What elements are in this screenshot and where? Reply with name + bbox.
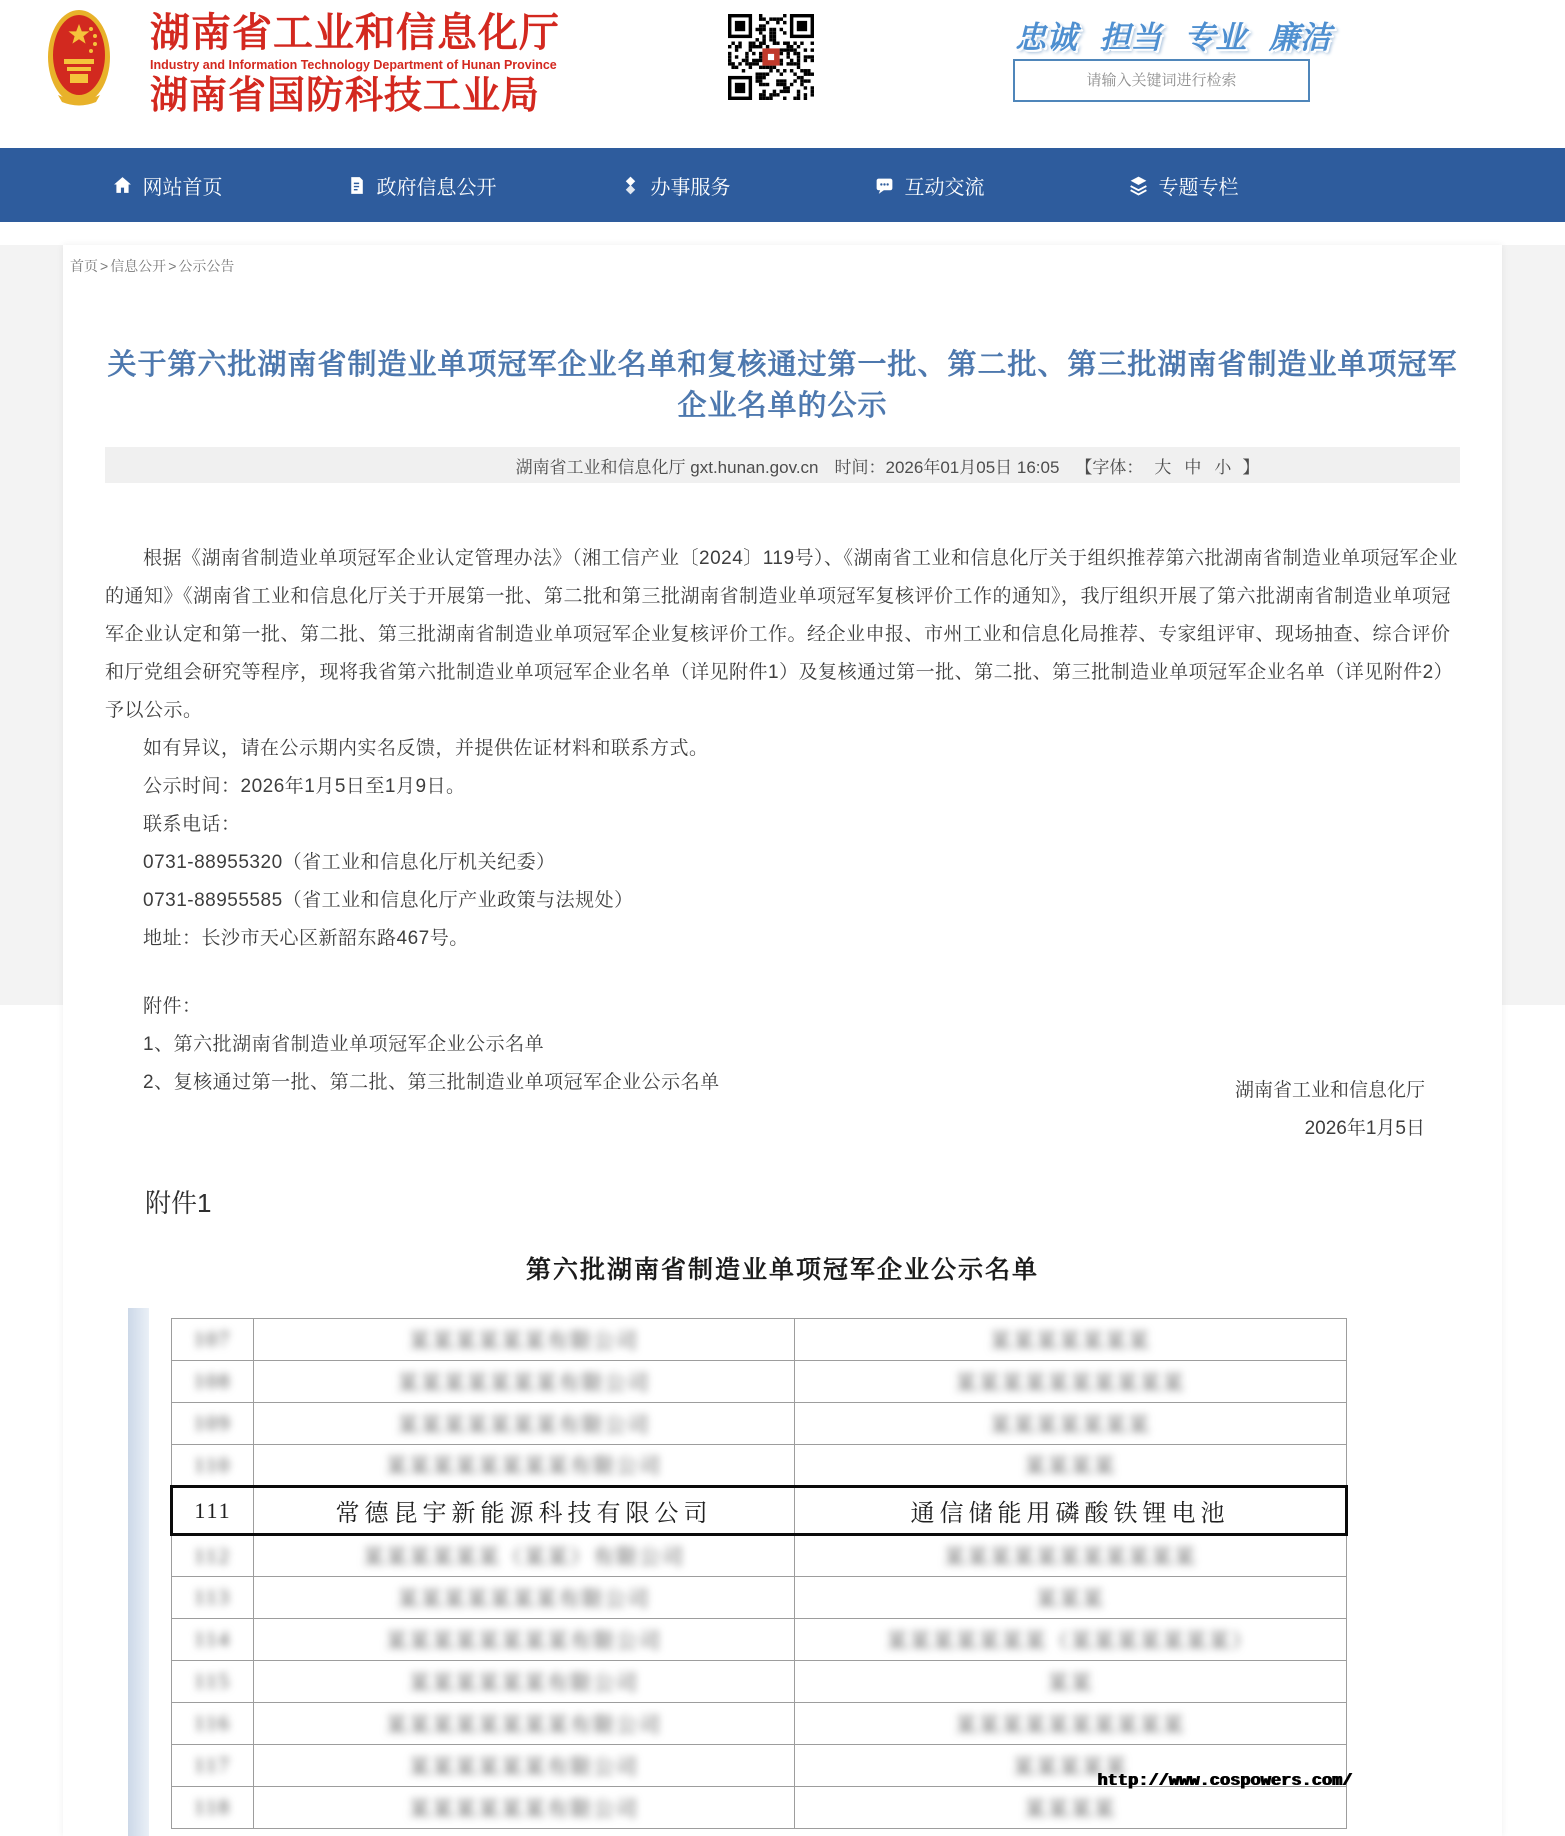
row-company: 某某某某某某有限公司 (409, 1754, 639, 1779)
org-titles (150, 10, 620, 118)
row-company: 某某某某某某有限公司 (409, 1796, 639, 1821)
table-row (172, 1361, 1347, 1403)
nav-item-label: 办事服务 (650, 176, 731, 199)
row-number: 109 (193, 1411, 232, 1435)
row-product: 某某某某某某某 (990, 1328, 1151, 1353)
document-icon (346, 175, 367, 196)
attachment-table-title: 第六批湖南省制造业单项冠军企业公示名单 (525, 1256, 1039, 1284)
table-row (172, 1403, 1347, 1445)
row-number: 114 (194, 1627, 231, 1651)
nav-item-home[interactable] (40, 148, 294, 222)
nav-item-label: 互动交流 (904, 176, 985, 199)
paragraph: 根据《湖南省制造业单项冠军企业认定管理办法》（湘工信产业〔2024〕119号）、《湖南省工业和信息化厅关于组织推荐第六批湖南省制造业单项冠军企业的通知》《湖南省工业和信息化厅关于开展第一批、第二批和第三批湖南省制造业单项冠军复核评价工作的通知》，我厅组织开展了第六批湖南省制造业单项冠军企业认定和第一批、第二批、第三批湖南省制造业单项冠军企业复核评价工作。经企业申报、市州工业和信息化局推荐、专家组评审、现场抽查、综合评价和厅党组会研究等程序，现将我省第六批制造业单项冠军企业名单（详见附件1）及复核通过第一批、第二批、第三批制造业单项冠军企业名单（详见附件2）予以公示。 (105, 548, 1459, 721)
paragraph: 地址：长沙市天心区新韶东路467号。 (143, 928, 469, 949)
row-product: 某某某某某某某某某某某 (944, 1545, 1197, 1569)
row-number: 117 (194, 1753, 231, 1777)
qr-code (728, 14, 814, 100)
row-company: 某某某某某某有限公司 (409, 1670, 639, 1695)
nav-item-gov-info[interactable] (294, 148, 548, 222)
service-icon (620, 175, 641, 196)
org-title-cn: 湖南省工业和信息化厅 (150, 11, 560, 55)
signature-org: 湖南省工业和信息化厅 (1234, 1080, 1425, 1101)
nav-item-label: 网站首页 (142, 176, 223, 199)
breadcrumb (70, 256, 234, 276)
slogan: 忠诚 担当 专业 廉洁 (1015, 20, 1331, 55)
font-size-small-button[interactable]: 小 (1214, 457, 1232, 477)
breadcrumb-section[interactable]: 信息公开 (110, 258, 167, 274)
row-number: 110 (194, 1452, 231, 1477)
article-body (105, 540, 1460, 1102)
table-row (172, 1319, 1347, 1361)
row-company: 某某某某某某某有限公司 (397, 1412, 651, 1437)
row-product: 某某某某某某某（某某某某某某某） (886, 1628, 1255, 1653)
meta-source: 湖南省工业和信息化厅 gxt.hunan.gov.cn (515, 457, 819, 477)
main-navbar (0, 148, 1565, 222)
meta-time: 时间：2026年01月05日 16:05 (834, 457, 1060, 477)
attachments-heading: 附件： (143, 996, 202, 1017)
meta-font-label-end: 】 (1242, 457, 1260, 477)
row-number: 118 (194, 1795, 231, 1819)
row-number: 107 (193, 1327, 232, 1351)
row-product: 某某 (1047, 1670, 1094, 1695)
breadcrumb-current: 公示公告 (178, 258, 235, 274)
org-title-en: Industry and Information Technology Department of Hunan Province (150, 58, 557, 72)
meta-font-label: 【字体： (1075, 457, 1144, 477)
row-number: 111 (194, 1497, 232, 1523)
chat-icon (874, 175, 895, 196)
font-size-large-button[interactable]: 大 (1154, 457, 1172, 477)
row-product: 某某某某某某某某某某 (955, 1712, 1186, 1737)
paragraph: 如有异议，请在公示期内实名反馈，并提供佐证材料和联系方式。 (143, 738, 709, 759)
table-row (172, 1703, 1347, 1745)
breadcrumb-separator: > (100, 258, 109, 274)
paragraph: 0731-88955585（省工业和信息化厅产业政策与法规处） (143, 890, 634, 911)
table-row-highlighted (172, 1487, 1347, 1535)
table-row (172, 1619, 1347, 1661)
nav-item-special-columns[interactable] (1056, 148, 1310, 222)
row-company: 某某某某某某某某有限公司 (386, 1628, 662, 1653)
article-meta-bar (105, 447, 1460, 483)
org-title-cn2: 湖南省国防科技工业局 (150, 75, 541, 117)
paragraph: 公示时间：2026年1月5日至1月9日。 (143, 776, 466, 797)
columns-icon (1128, 175, 1149, 196)
row-company: 某某某某某某某某有限公司 (386, 1712, 662, 1737)
font-size-medium-button[interactable]: 中 (1184, 457, 1202, 477)
signature-date: 2026年1月5日 (1304, 1118, 1425, 1139)
row-company: 某某某某某某某有限公司 (397, 1370, 651, 1395)
table-row (172, 1577, 1347, 1619)
row-company: 某某某某某某某某有限公司 (386, 1454, 662, 1478)
paragraph: 联系电话： (143, 814, 241, 835)
article-title: 关于第六批湖南省制造业单项冠军企业名单和复核通过第一批、第二批、第三批湖南省制造业单项冠军企业名单的公示 (107, 349, 1458, 422)
row-product: 某某某某某 (1013, 1754, 1128, 1779)
row-product: 某某某某 (1024, 1454, 1117, 1478)
row-number: 116 (194, 1711, 231, 1735)
scan-edge-shading (128, 1308, 149, 1836)
attachment-link-2: 2、复核通过第一批、第二批、第三批制造业单项冠军企业公示名单 (143, 1072, 720, 1093)
row-product: 通信储能用磷酸铁锂电池 (910, 1501, 1230, 1527)
row-company: 某某某某某某某有限公司 (397, 1586, 651, 1611)
watermark: http://www.cospowers.com/ (1096, 1772, 1352, 1791)
site-header (0, 0, 1565, 148)
breadcrumb-separator: > (168, 258, 177, 274)
row-number: 112 (194, 1543, 231, 1568)
nav-item-services[interactable] (548, 148, 802, 222)
table-row (172, 1445, 1347, 1487)
row-product: 某某某某某某某某某某 (955, 1370, 1186, 1395)
row-number: 108 (193, 1369, 232, 1393)
home-icon (112, 175, 133, 196)
row-number: 113 (194, 1585, 231, 1609)
attachment-table (170, 1318, 1348, 1829)
national-emblem (46, 7, 112, 107)
nav-item-interaction[interactable] (802, 148, 1056, 222)
row-product: 某某某某某某某 (990, 1412, 1151, 1437)
signature-block (1235, 1072, 1425, 1148)
search-input[interactable] (1013, 59, 1310, 102)
row-company: 某某某某某某有限公司 (409, 1328, 639, 1353)
nav-item-label: 政府信息公开 (376, 176, 497, 199)
row-product: 某某某 (1036, 1586, 1105, 1611)
row-number: 115 (194, 1669, 231, 1693)
attachment-label: 附件1 (145, 1188, 212, 1218)
breadcrumb-home[interactable]: 首页 (70, 258, 98, 274)
attachment-link-1: 1、第六批湖南省制造业单项冠军企业公示名单 (143, 1034, 545, 1055)
paragraph: 0731-88955320（省工业和信息化厅机关纪委） (143, 852, 556, 873)
nav-item-label: 专题专栏 (1158, 176, 1239, 199)
table-row (172, 1787, 1347, 1829)
row-company: 常德昆宇新能源科技有限公司 (335, 1501, 713, 1527)
table-row (172, 1535, 1347, 1577)
row-product: 某某某某 (1024, 1796, 1117, 1821)
row-company: 某某某某某某（某某）有限公司 (363, 1545, 685, 1569)
table-row (172, 1661, 1347, 1703)
